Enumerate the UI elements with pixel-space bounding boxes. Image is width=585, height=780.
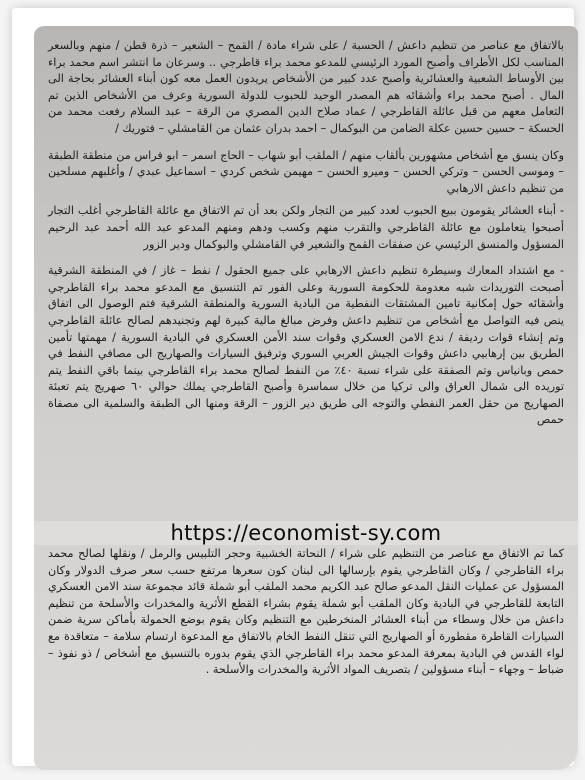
- photo-frame: [12, 8, 574, 766]
- paragraph-smuggling: كما تم الاتفاق مع عناصر من التنظيم على شراء / النحاتة الخشبية وحجر التلبيس والرمل / ونقلها لصالح محمد براء القاطرجي / وكان القاطرجي يقوم بإرسالها الى لبنان كون سعرها مرتفع حسب سعر صرف الدولار وكان المسؤول عن عمليات النقل المدعو صالح عبد الكريم محمد الملقب أبو شملة قائد مجموعة سند الامن العسكري التابعة للقاطرجي في البادية وكان الملقب أبو شملة يقوم بشراء القطع الأثرية والمخدرات والأسلحة من تنظيم داعش من خلال وسطاء من أبناء العشائر المنخرطين مع التنظيم وكان يقوم بوضع الحمولة بأماكن سرية ضمن السيارات القاطرة مقطورة أو الصهاريج التي تنقل النفط الخام بالاتفاق مع المدعوة ارتسام سلامة – متعاقدة مع لواء القدس في البادية بمعرفة المدعو محمد براء القاطرجي الذي يقوم بدوره بالتنسيق مع أشخاص / ذو نفوذ – ضباط – وجهاء – أبناء مسؤولين / بتصريف المواد الأثرية والمخدرات والأسلحة .: [48, 547, 564, 677]
- document-body-top: [48, 38, 564, 435]
- document-body-bottom: [48, 546, 564, 689]
- paragraph-tribes-traders: - أبناء العشائر يقومون ببيع الحبوب لعدد كبير من التجار ولكن بعد أن تم الاتفاق مع عائلة القاطرجي أغلب التجار أصبحوا يتعاملون مع عائلة القاطرجي والتقرب منهم وكسب ودهم ومنهم المدعو عبد الله أحمد عبد الرحيم المسؤول والمنسق الرئيسي عن صفقات القمح والشعير في القامشلي والبوكمال ودير الزور: [48, 204, 564, 251]
- paragraph-coordinators: وكان ينسق مع أشخاص مشهورين بألقاب منهم / الملقب أبو شهاب – الحاج اسمر – ابو فراس من منطقة الطبقة – وموسى الحسن – وتركي الحسن – وميرو الحسن – مهيمن شخص كردي – اسماعيل عبدي / وأغلبهم مسلحين من تنظيم داعش الارهابي: [48, 148, 564, 195]
- document-page: [34, 26, 578, 770]
- paragraph-grain-trade: بالاتفاق مع عناصر من تنظيم داعش / الحسبة / على شراء مادة / القمح – الشعير – ذرة قطن / منهم وبالسعر المناسب لكل الأطراف وأصبح المورد الرئيسي للمدعو محمد براء قاطرجي .. وسرعان ما انتشر اسم محمد براء بين الأوساط الشعبية والعشائرية وأصبح عدد كبير من الأشخاص يريدون العمل معه كون أبناء العشائر بحاجة الى المال . أصبح محمد براء وأشقائه هم المصدر الوحيد للحبوب للدولة السورية وعرف من الأشخاص الذين تم التعامل معهم من قبل عائلة القاطرجي / عماد صلاح الدين المصري من الرقة – عبد السلام رفعت محمد من الحسكة – حسين حسين عكلة الضامن من البوكمال – احمد بدران عثمان من القامشلي – فتوريك /: [48, 39, 564, 135]
- paragraph-oil-deal: - مع اشتداد المعارك وسيطرة تنظيم داعش الارهابي على جميع الحقول / نفط – غاز / في المنطقة الشرقية أصبحت التوريدات شبه معدومة للحكومة السورية وعلى الفور تم التنسيق مع المدعو محمد براء القاطرجي وأشقائه حول إمكانية تامين المشتقات النفطية من البادية السورية والمنطقة الشرقية فتم الوصول الى اتفاق ينص فيه التواصل مع أشخاص من تنظيم داعش وفرض مبالغ مالية كبيرة لهم وتجنيدهم لصالح عائلة القاطرجي وتم إنشاء قوات رديفة / ندع الامن العسكري وقوات سند الأمن العسكري في البادية السورية / مهمتها تأمين الطريق بين إرهابيي داعش وقوات الجيش العربي السوري وترفيق السيارات والصهاريج الى مصافي النفط في حمص وبانياس وتم الصفقة على شراء نسبة ٤٠٪ من النفط لصالح محمد براء القاطرجي بينما باقي النفط يتم توريده الى شمال العراق والى تركيا من خلال سماسرة وأصبح القاطرجي يملك حوالي ٦٠ صهريج يتم تعبئة الصهاريج من حقل العمر النفطي والتوجه الى طريق دير الزور – الرقة ومنها الى الطبقة والسلمية الى مصفاة حمص: [48, 264, 565, 427]
- watermark-url: https://economist-sy.com: [34, 521, 578, 545]
